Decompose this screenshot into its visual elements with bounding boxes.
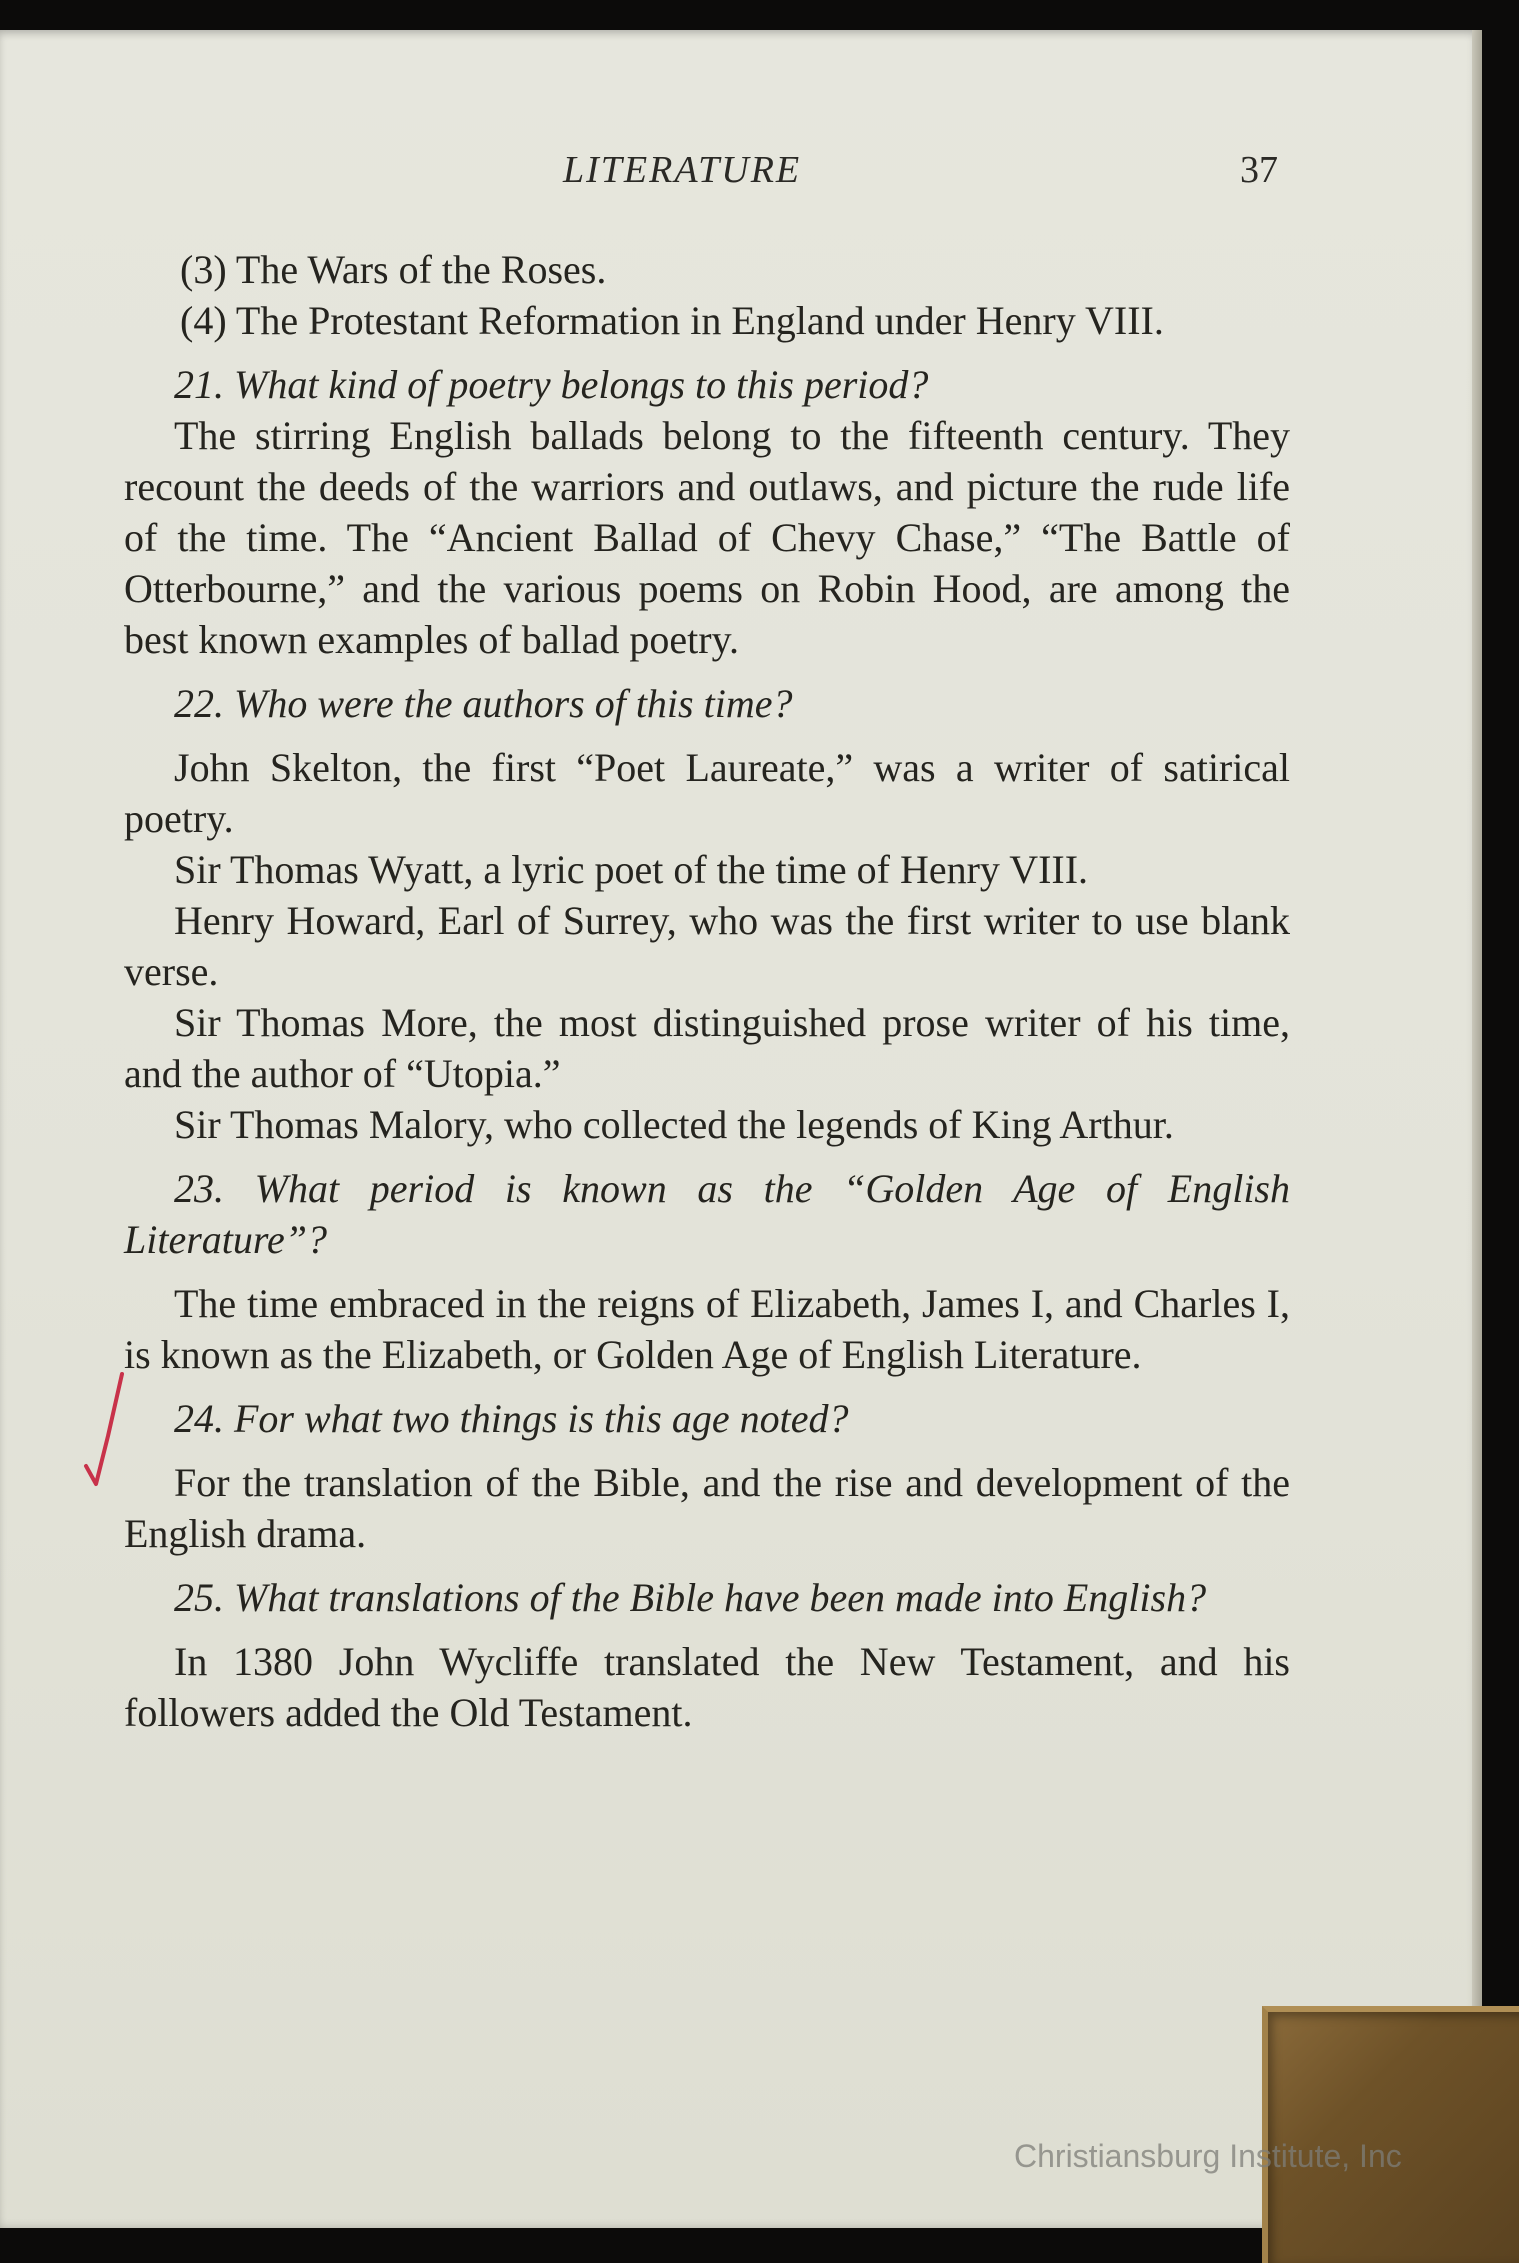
- page-number: 37: [1240, 149, 1278, 191]
- page-edge: [1472, 30, 1482, 2228]
- list-item: (3) The Wars of the Roses.: [180, 247, 607, 292]
- question-21: 21. What kind of poetry belongs to this period?: [174, 362, 929, 407]
- answer-21: The stirring English ballads belong to the fifteenth century. They recount the deeds of the warriors and outlaws, and picture the rude life of the time. The “Ancient Ballad of Chevy Chase,” “The Battle of Otterbourne,” and the various poems on Robin Hood, are among the best known examples of ballad poetry.: [124, 413, 1290, 662]
- book-corner: [1262, 2006, 1519, 2263]
- author-entry: Sir Thomas More, the most distinguished prose writer of his time, and the author of “Utopia.”: [124, 1000, 1290, 1096]
- answer-24: For the translation of the Bible, and the rise and development of the English drama.: [124, 1460, 1290, 1556]
- author-entry: Sir Thomas Malory, who collected the legends of King Arthur.: [174, 1102, 1174, 1147]
- list-item: (4) The Protestant Reformation in England under Henry VIII.: [180, 298, 1164, 343]
- running-header-title: LITERATURE: [563, 149, 802, 191]
- question-23: 23. What period is known as the “Golden Age of English Literature”?: [124, 1166, 1290, 1262]
- page-body: [124, 244, 1290, 1738]
- question-22: 22. Who were the authors of this time?: [174, 681, 793, 726]
- question-24: 24. For what two things is this age noted?: [174, 1396, 849, 1441]
- author-entry: Henry Howard, Earl of Surrey, who was the first writer to use blank verse.: [124, 898, 1290, 994]
- answer-25: In 1380 John Wycliffe translated the New Testament, and his followers added the Old Testament.: [124, 1639, 1290, 1735]
- author-entry: Sir Thomas Wyatt, a lyric poet of the time of Henry VIII.: [174, 847, 1089, 892]
- question-25: 25. What translations of the Bible have been made into English?: [174, 1575, 1207, 1620]
- author-entry: John Skelton, the first “Poet Laureate,” was a writer of satirical poetry.: [124, 745, 1290, 841]
- watermark: Christiansburg Institute, Inc: [1014, 2138, 1402, 2174]
- answer-23: The time embraced in the reigns of Elizabeth, James I, and Charles I, is known as the Elizabeth, or Golden Age of English Literature.: [124, 1281, 1290, 1377]
- pen-checkmark-icon: [82, 1366, 128, 1492]
